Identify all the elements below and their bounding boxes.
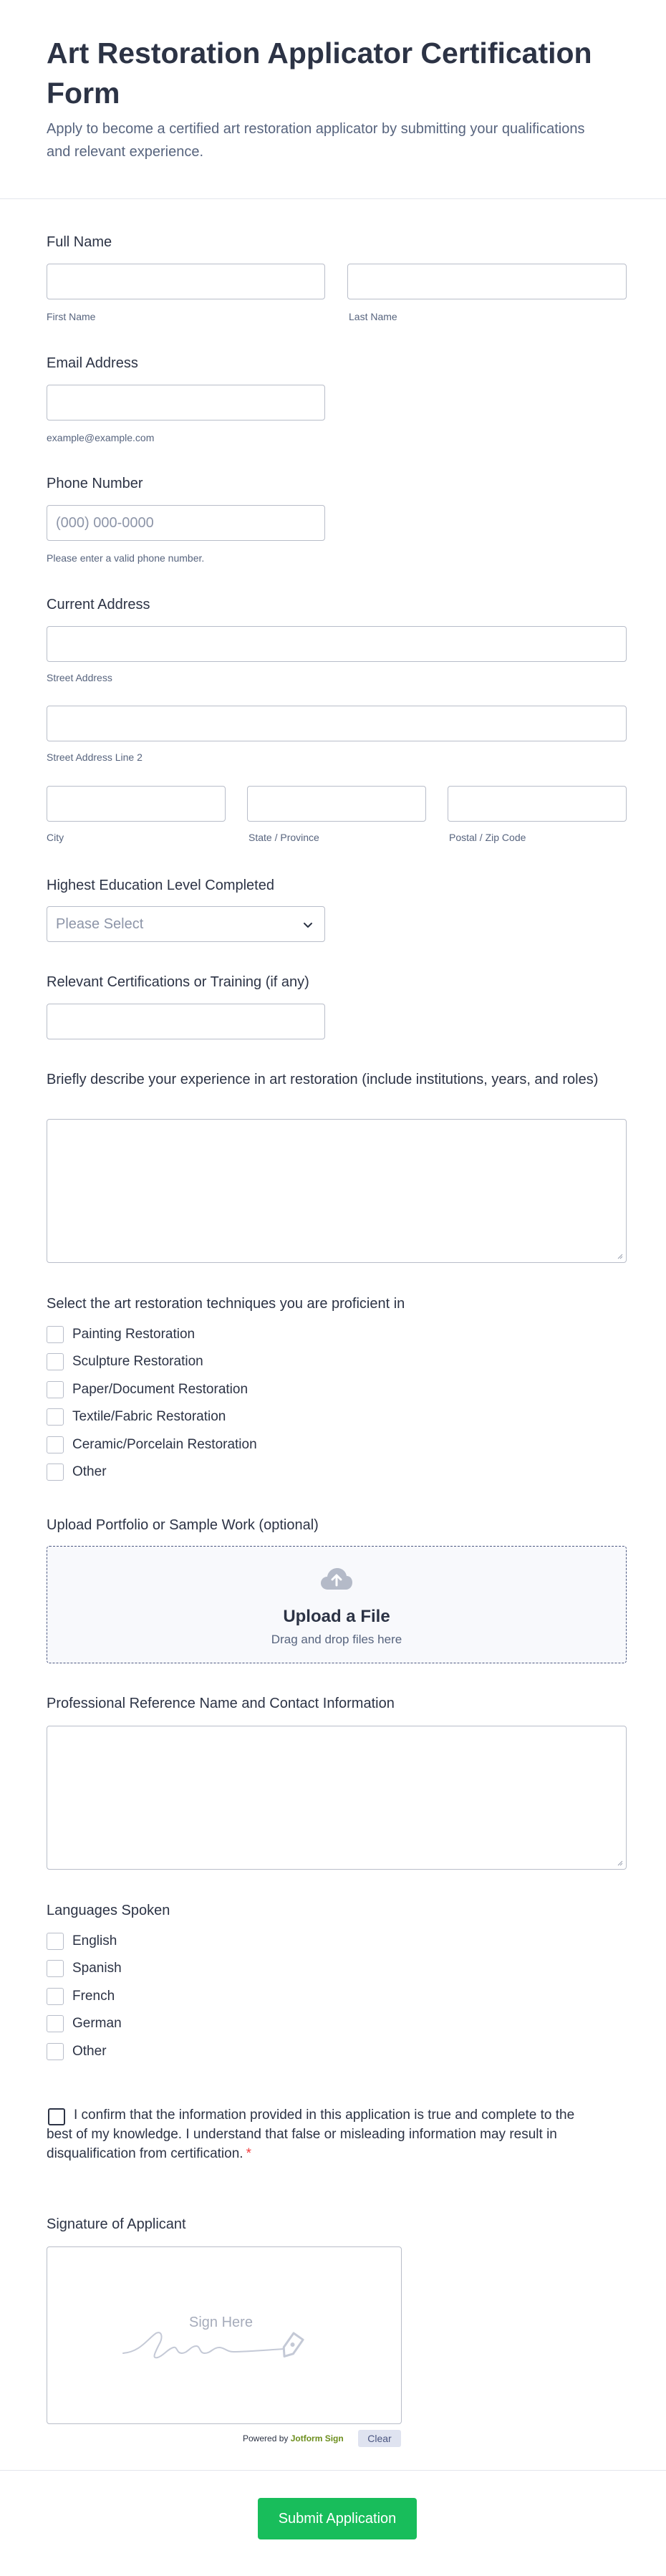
email-input[interactable] (47, 385, 325, 420)
footer-divider (0, 2470, 666, 2471)
address-label: Current Address (47, 597, 150, 612)
resize-grip-icon[interactable] (616, 1859, 623, 1866)
certifications-input[interactable] (47, 1004, 325, 1039)
street-address-line2-sublabel: Street Address Line 2 (47, 751, 143, 763)
technique-checkbox-ceramic[interactable] (47, 1436, 64, 1453)
powered-by-prefix: Powered by (243, 2433, 289, 2443)
state-input[interactable] (247, 786, 426, 822)
technique-label-sculpture: Sculpture Restoration (72, 1354, 203, 1369)
language-label-spanish: Spanish (72, 1961, 122, 1976)
language-label-other: Other (72, 2044, 107, 2059)
language-checkbox-english[interactable] (47, 1933, 64, 1950)
postal-code-sublabel: Postal / Zip Code (449, 832, 526, 843)
clear-signature-button[interactable]: Clear (358, 2430, 401, 2447)
technique-label-ceramic: Ceramic/Porcelain Restoration (72, 1437, 257, 1452)
first-name-input[interactable] (47, 264, 325, 299)
city-input[interactable] (47, 786, 226, 822)
signature-pad[interactable] (47, 2246, 402, 2424)
email-sublabel: example@example.com (47, 432, 155, 443)
confirmation-text: I confirm that the information provided in this application is true and complete to the best of my knowledge. I understand that false or misleading information may result in disqualification from certification. (47, 2108, 575, 2161)
technique-label-textile: Textile/Fabric Restoration (72, 1409, 226, 1424)
education-selected-value: Please Select (56, 916, 144, 932)
techniques-label: Select the art restoration techniques you are proficient in (47, 1296, 405, 1312)
first-name-sublabel: First Name (47, 311, 96, 322)
last-name-sublabel: Last Name (349, 311, 397, 322)
resize-grip-icon[interactable] (616, 1252, 623, 1259)
language-checkbox-other[interactable] (47, 2043, 64, 2060)
form-header (0, 0, 666, 199)
certifications-label: Relevant Certifications or Training (if any) (47, 974, 309, 990)
city-sublabel: City (47, 832, 64, 843)
phone-sublabel: Please enter a valid phone number. (47, 552, 205, 564)
powered-by-text (243, 2433, 344, 2443)
phone-input[interactable] (47, 505, 325, 541)
technique-label-paper: Paper/Document Restoration (72, 1382, 248, 1397)
experience-label: Briefly describe your experience in art restoration (include institutions, years, and roles) (47, 1072, 599, 1087)
education-label: Highest Education Level Completed (47, 878, 274, 893)
email-label: Email Address (47, 355, 138, 371)
technique-label-other: Other (72, 1464, 107, 1479)
education-select[interactable] (47, 906, 325, 942)
powered-by-brand[interactable]: Jotform Sign (290, 2433, 344, 2443)
language-checkbox-spanish[interactable] (47, 1960, 64, 1977)
phone-label: Phone Number (47, 476, 143, 491)
language-checkbox-german[interactable] (47, 2015, 64, 2032)
signature-label: Signature of Applicant (47, 2216, 186, 2232)
file-upload-dropzone[interactable] (47, 1546, 627, 1663)
street-address-sublabel: Street Address (47, 672, 112, 683)
language-label-german: German (72, 2016, 122, 2031)
language-label-english: English (72, 1933, 117, 1948)
form-subtitle: Apply to become a certified art restoration applicator by submitting your qualifications and relevant experience. (47, 121, 585, 160)
reference-textarea[interactable] (47, 1726, 627, 1870)
languages-label: Languages Spoken (47, 1903, 170, 1918)
technique-checkbox-paper[interactable] (47, 1381, 64, 1398)
street-address-line2-input[interactable] (47, 706, 627, 741)
technique-checkbox-painting[interactable] (47, 1326, 64, 1343)
chevron-down-icon (301, 918, 314, 931)
technique-checkbox-textile[interactable] (47, 1408, 64, 1426)
language-checkbox-french[interactable] (47, 1988, 64, 2005)
required-asterisk: * (246, 2146, 251, 2161)
upload-title: Upload a File (283, 1607, 390, 1626)
street-address-input[interactable] (47, 626, 627, 662)
cloud-upload-icon (319, 1565, 354, 1592)
experience-textarea[interactable] (47, 1119, 627, 1263)
language-label-french: French (72, 1989, 115, 2004)
technique-checkbox-other[interactable] (47, 1464, 64, 1481)
last-name-input[interactable] (347, 264, 627, 299)
upload-subtitle: Drag and drop files here (271, 1633, 402, 1646)
confirmation-text-block (47, 2105, 591, 2163)
technique-label-painting: Painting Restoration (72, 1327, 196, 1342)
reference-label: Professional Reference Name and Contact Information (47, 1696, 395, 1711)
state-sublabel: State / Province (248, 832, 319, 843)
full-name-label: Full Name (47, 234, 112, 250)
signature-placeholder: Sign Here (189, 2315, 253, 2330)
technique-checkbox-sculpture[interactable] (47, 1353, 64, 1370)
postal-code-input[interactable] (448, 786, 627, 822)
form-title: Art Restoration Applicator Certification Form (47, 37, 592, 110)
upload-label: Upload Portfolio or Sample Work (optional) (47, 1517, 319, 1533)
submit-application-button[interactable]: Submit Application (258, 2498, 417, 2539)
